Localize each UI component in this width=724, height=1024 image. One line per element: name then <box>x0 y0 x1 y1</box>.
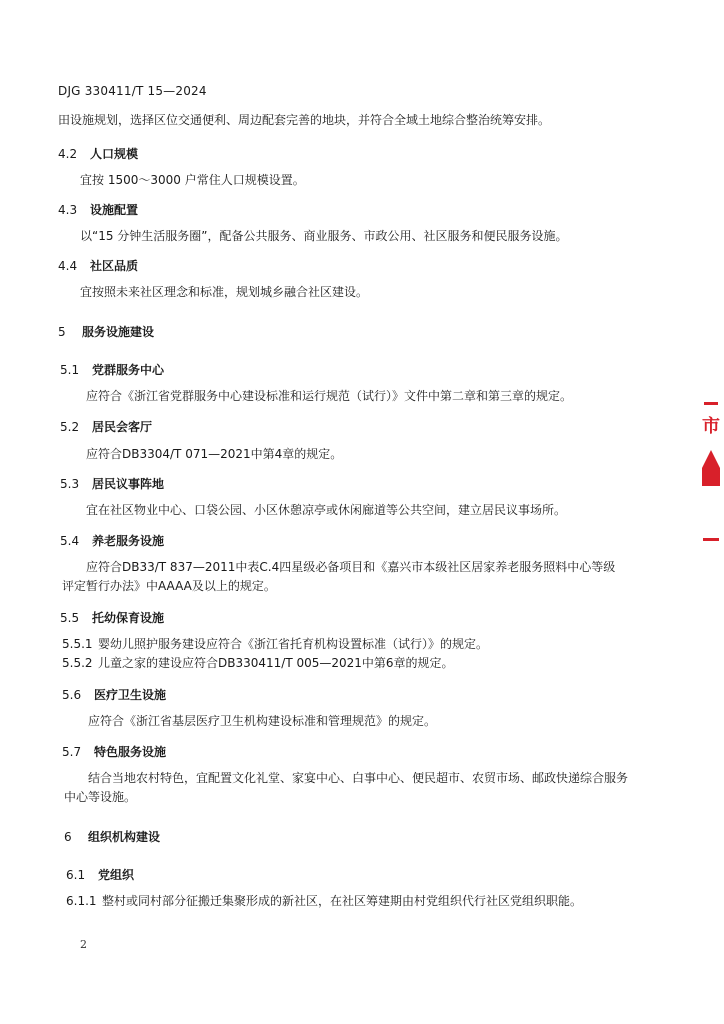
section-title: 人口规模 <box>90 147 139 161</box>
section-5-2-text: 应符合DB3304/T 071—2021中第4章的规定。 <box>86 447 343 461</box>
chapter-title: 服务设施建设 <box>82 325 155 339</box>
chapter-number: 5 <box>58 325 66 339</box>
section-number: 6.1 <box>66 868 86 882</box>
section-title: 养老服务设施 <box>92 534 165 548</box>
section-5-6-heading <box>62 686 166 703</box>
stamp-bar-top <box>704 402 718 405</box>
section-title: 设施配置 <box>90 203 139 217</box>
chapter-number: 6 <box>64 830 72 844</box>
section-5-4-heading <box>60 532 164 549</box>
clause-text: 儿童之家的建设应符合DB330411/T 005—2021中第6章的规定。 <box>98 656 454 670</box>
clause-text: 整村或同村部分征搬迁集聚形成的新社区，在社区筹建期由村党组织代行社区党组织职能。 <box>102 894 583 908</box>
section-5-5-heading <box>60 609 164 626</box>
section-5-1-heading <box>60 361 164 378</box>
section-number: 4.3 <box>58 203 78 217</box>
section-title: 社区品质 <box>90 259 139 273</box>
section-number: 5.1 <box>60 363 80 377</box>
stamp-bar-bottom <box>703 538 719 541</box>
section-4-3-text: 以“15 分钟生活服务圈”，配备公共服务、商业服务、市政公用、社区服务和便民服务设施。 <box>80 229 568 243</box>
clause-5-5-1 <box>62 636 488 653</box>
clause-number: 6.1.1 <box>66 894 97 908</box>
section-5-1-text: 应符合《浙江省党群服务中心建设标准和运行规范（试行）》文件中第二章和第三章的规定。 <box>86 389 573 403</box>
section-title: 党组织 <box>98 868 135 882</box>
section-title: 居民议事阵地 <box>92 477 165 491</box>
clause-6-1-1 <box>66 893 582 910</box>
section-5-3-text: 宜在社区物业中心、口袋公园、小区休憩凉亭或休闲廊道等公共空间，建立居民议事场所。 <box>86 503 567 517</box>
section-title: 居民会客厅 <box>92 420 153 434</box>
stamp-star-fragment <box>702 450 720 486</box>
section-number: 5.6 <box>62 688 82 702</box>
section-title: 医疗卫生设施 <box>94 688 167 702</box>
section-number: 4.2 <box>58 147 78 161</box>
section-number: 5.5 <box>60 611 80 625</box>
chapter-title: 组织机构建设 <box>88 830 161 844</box>
section-6-1-heading <box>66 866 134 883</box>
section-5-2-heading <box>60 418 152 435</box>
section-5-7-text-line1: 结合当地农村特色，宜配置文化礼堂、家宴中心、白事中心、便民超市、农贸市场、邮政快递综合服务 <box>88 771 629 785</box>
section-title: 党群服务中心 <box>92 363 165 377</box>
stamp-character: 市 <box>702 416 720 437</box>
section-4-4-heading <box>58 257 138 274</box>
section-5-6-text: 应符合《浙江省基层医疗卫生机构建设标准和管理规范》的规定。 <box>88 714 437 728</box>
clause-text: 婴幼儿照护服务建设应符合《浙江省托育机构设置标准（试行）》的规定。 <box>98 637 489 651</box>
section-number: 5.7 <box>62 745 82 759</box>
section-5-3-heading <box>60 475 164 492</box>
red-seal-stamp <box>700 398 722 548</box>
clause-number: 5.5.1 <box>62 637 93 651</box>
section-5-4-text-line1: 应符合DB33/T 837—2011中表C.4四星级必备项目和《嘉兴市本级社区居家养老服务照料中心等级 <box>86 560 616 574</box>
chapter-6-heading <box>64 828 160 845</box>
intro-paragraph: 田设施规划，选择区位交通便利、周边配套完善的地块，并符合全域土地综合整治统筹安排。 <box>58 113 551 127</box>
clause-number: 5.5.2 <box>62 656 93 670</box>
section-4-2-heading <box>58 145 138 162</box>
section-title: 特色服务设施 <box>94 745 167 759</box>
page-number: 2 <box>80 938 87 951</box>
section-5-7-heading <box>62 743 166 760</box>
section-4-4-text: 宜按照未来社区理念和标准，规划城乡融合社区建设。 <box>80 285 369 299</box>
section-number: 4.4 <box>58 259 78 273</box>
section-5-4-text-line2: 评定暂行办法》中AAAA及以上的规定。 <box>62 579 276 593</box>
section-5-7-text-line2: 中心等设施。 <box>64 790 137 804</box>
chapter-5-heading <box>58 323 154 340</box>
document-code-header: DJG 330411/T 15—2024 <box>58 84 207 98</box>
section-number: 5.3 <box>60 477 80 491</box>
clause-5-5-2 <box>62 655 454 672</box>
section-4-2-text: 宜按 1500～3000 户常住人口规模设置。 <box>80 173 305 187</box>
section-title: 托幼保育设施 <box>92 611 165 625</box>
section-4-3-heading <box>58 201 138 218</box>
section-number: 5.4 <box>60 534 80 548</box>
section-number: 5.2 <box>60 420 80 434</box>
